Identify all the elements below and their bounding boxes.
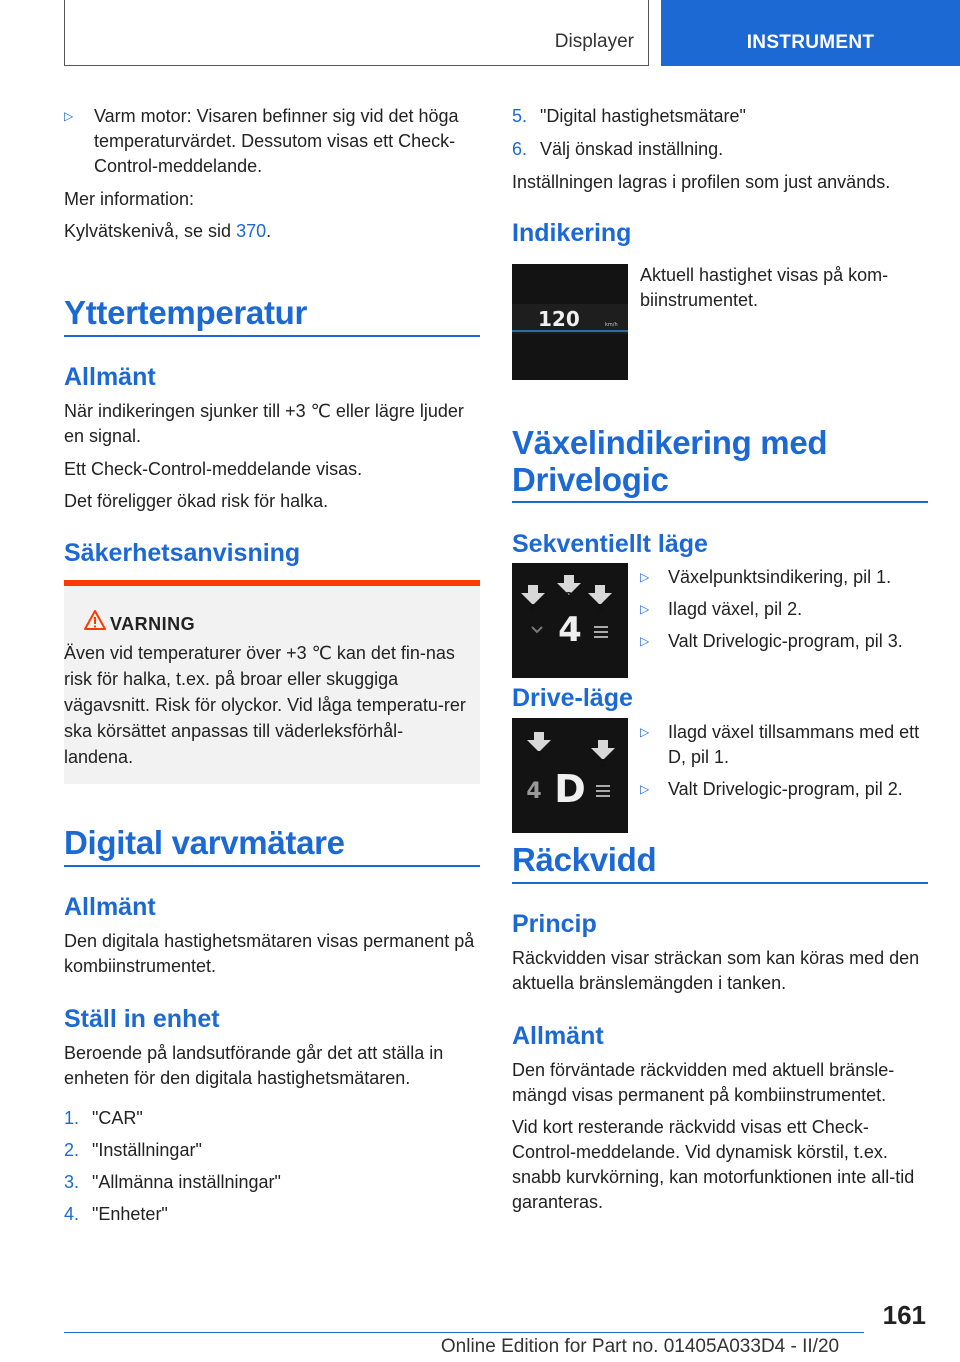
heading-indication: Indikering xyxy=(512,219,632,247)
heading-safety: Säkerhetsanvisning xyxy=(64,539,301,567)
heading-general: Allmänt xyxy=(64,893,156,921)
section-rule xyxy=(512,501,928,503)
more-info-label: Mer information: xyxy=(64,189,195,209)
paragraph: Aktuell hastighet visas på kom-biinstrumentet. xyxy=(640,265,889,310)
footer-edition: Online Edition for Part no. 01405A033D4 - II/20 xyxy=(440,1336,840,1357)
list-item: ▷ Växelpunktsindikering, pil 1. xyxy=(640,565,928,590)
heading-set-unit: Ställ in enhet xyxy=(64,1005,220,1033)
section-rule xyxy=(64,865,480,867)
header-section-box xyxy=(64,0,649,66)
warning-title: VARNING xyxy=(110,614,196,634)
header-section: Displayer xyxy=(554,31,634,52)
list-item: ▷ Valt Drivelogic-program, pil 2. xyxy=(640,777,928,802)
gear-number: 4 xyxy=(558,610,582,650)
header-chapter-tab xyxy=(661,0,960,66)
heading-range: Räckvidd xyxy=(512,841,657,878)
heading-general: Allmänt xyxy=(512,1022,604,1050)
warning-triangle-icon xyxy=(84,610,106,630)
warning-box xyxy=(64,580,480,784)
cross-reference: Kylvätskenivå, se sid 370. xyxy=(64,221,272,241)
triangle-right-icon: ▷ xyxy=(64,109,74,123)
list-item: ▷ Ilagd växel, pil 2. xyxy=(640,597,928,622)
drive-mode-image xyxy=(512,718,628,833)
heading-principle: Princip xyxy=(512,910,597,938)
paragraph: Inställningen lagras i profilen som just används. xyxy=(512,172,891,192)
heading-general: Allmänt xyxy=(64,363,156,391)
speed-unit: km/h xyxy=(605,322,618,328)
section-rule xyxy=(512,882,928,884)
svg-text:1: 1 xyxy=(529,602,537,615)
heading-gear-indicator: Växelindikering med Drivelogic xyxy=(512,424,828,498)
list-item: ▷ Ilagd växel tillsammans med ett D, pil 1. xyxy=(640,722,920,767)
gear-number: 4 xyxy=(526,779,542,804)
warning-body: Även vid temperaturer över +3 ℃ kan det fin-nas risk för halka, t.ex. på broar eller skuggiga vägavsnitt. Risk för olyckor. Vid låga temperatu-rer ska körsättet anpassas till väderleksförhål-landena. xyxy=(64,643,466,767)
heading-sequential: Sekventiellt läge xyxy=(512,530,708,558)
page-number: 161 xyxy=(882,1300,926,1330)
list-item: ▷ Valt Drivelogic-program, pil 3. xyxy=(640,629,928,654)
svg-text:1: 1 xyxy=(535,749,543,762)
paragraph: Beroende på landsutförande går det att ställa in enheten för den digitala hastighetsmätaren. xyxy=(64,1043,444,1088)
paragraph: Den digitala hastighetsmätaren visas permanent på kombiinstrumentet. xyxy=(64,931,475,976)
triangle-right-icon: ▷ xyxy=(640,634,650,648)
paragraph: När indikeringen sjunker till +3 ℃ eller lägre ljuder en signal. xyxy=(64,401,464,446)
page-link[interactable]: 370 xyxy=(236,221,267,241)
heading-drive-mode: Drive-läge xyxy=(512,684,633,712)
svg-text:2: 2 xyxy=(565,590,573,603)
paragraph: Den förväntade räckvidden med aktuell bränsle-mängd visas permanent på kombiinstrumentet. xyxy=(512,1060,895,1105)
heading-digital-speedometer: Digital varvmätare xyxy=(64,824,345,861)
speedometer-image xyxy=(512,264,628,380)
triangle-right-icon: ▷ xyxy=(640,725,650,739)
triangle-right-icon: ▷ xyxy=(640,602,650,616)
svg-text:2: 2 xyxy=(599,757,607,770)
speed-value: 120 xyxy=(538,307,580,331)
section-rule xyxy=(64,335,480,337)
footer-rule xyxy=(64,1332,864,1333)
paragraph: Vid kort resterande räckvidd visas ett Check-Control-meddelande. Vid dynamisk körstil, t.ex. snabb kurvkörning, kan motorfunktionen inte all-tid garanteras. xyxy=(512,1117,915,1212)
paragraph: Ett Check-Control-meddelande visas. xyxy=(64,459,363,479)
header-chapter: INSTRUMENT xyxy=(746,32,875,53)
triangle-right-icon: ▷ xyxy=(640,570,650,584)
list-item: ▷ Varm motor: Visaren befinner sig vid det höga temperaturvärdet. Dessutom visas ett Check-Control-meddelande. xyxy=(64,106,459,176)
sequential-mode-image xyxy=(512,563,628,678)
heading-outside-temperature: Yttertemperatur xyxy=(64,294,308,331)
paragraph: Det föreligger ökad risk för halka. xyxy=(64,491,329,511)
svg-text:3: 3 xyxy=(596,602,604,615)
triangle-right-icon: ▷ xyxy=(640,782,650,796)
paragraph: Räckvidden visar sträckan som kan köras med den aktuella bränslemängden i tanken. xyxy=(512,948,920,993)
drive-letter: D xyxy=(554,767,586,811)
